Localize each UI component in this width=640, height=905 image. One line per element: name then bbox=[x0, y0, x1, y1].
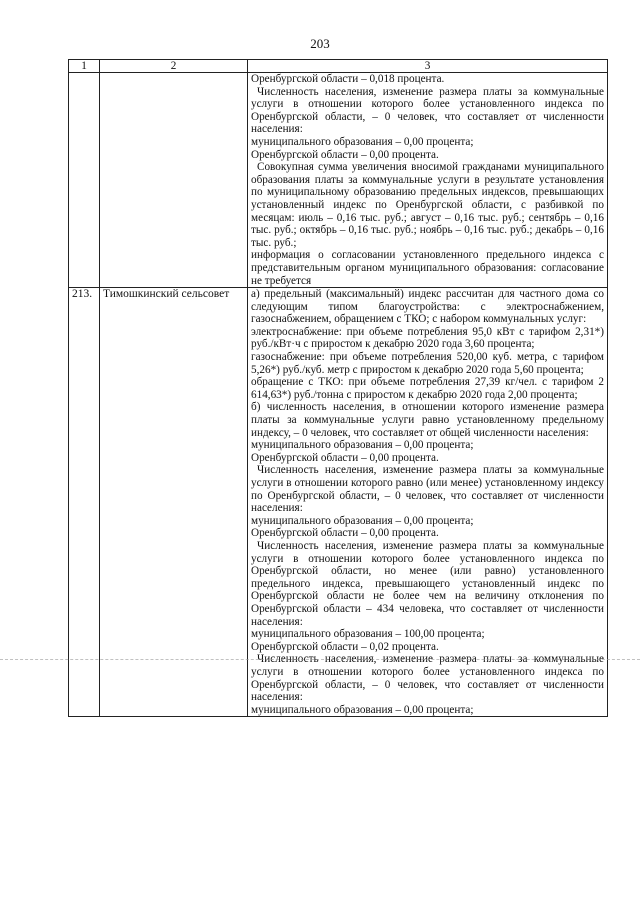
text-line: Оренбургской области – 0,02 процента. bbox=[251, 640, 439, 653]
page-number: 203 bbox=[310, 36, 330, 51]
text-line: Оренбургской области – 0,00 процента. bbox=[251, 148, 439, 161]
text-line: муниципального образования – 0,00 процента; bbox=[251, 439, 474, 452]
row-name-cell bbox=[100, 73, 248, 288]
table-header-row bbox=[69, 60, 608, 73]
text-line: муниципального образования – 0,00 процента; bbox=[251, 514, 474, 527]
text-line: Оренбургской области – 0,00 процента. bbox=[251, 451, 439, 464]
text-line: муниципального образования – 0,00 процента; bbox=[251, 135, 474, 148]
header-col-1: 1 bbox=[69, 60, 100, 73]
table-row bbox=[69, 73, 608, 288]
text-line: Совокупная сумма увеличения вносимой гражданами муниципального образования платы за коммунальные услуги в результате установления по муниципальному образованию предельных индексов, превышающих установленный индекс по Оренбургской области, с разбивкой по месяцам: июль – 0,16 тыс. руб.; август – 0,16 тыс. руб.; сентябрь – 0,16 тыс. руб.; октябрь – 0,16 тыс. руб.; ноябрь – 0,16 тыс. руб.; декабрь – 0,16 тыс. руб.; bbox=[251, 161, 604, 249]
text-line: муниципального образования – 100,00 процента; bbox=[251, 628, 485, 641]
text-line: Численность населения, изменение размера платы за коммунальные услуги в отношении которого равно (или менее) установленному индексу по Оренбургской области, – 0 человек, что составляет от численности населения: bbox=[251, 464, 604, 515]
text-line: Оренбургской области – 0,00 процента. bbox=[251, 527, 439, 540]
row-text-cell bbox=[248, 73, 608, 288]
row-number-cell bbox=[69, 73, 100, 288]
document-table bbox=[68, 59, 608, 717]
text-line: Численность населения, изменение размера платы за коммунальные услуги в отношении которого более установленного индекса по Оренбургской области, – 0 человек, что составляет от численности населения: bbox=[251, 85, 604, 136]
text-line: обращение с ТКО: при объеме потребления 27,39 кг/чел. с тарифом 2 614,63*) руб./тонна с приростом к декабрю 2020 года 2,00 процента; bbox=[251, 376, 604, 401]
header-col-3: 3 bbox=[248, 60, 608, 73]
row-text-cell bbox=[248, 288, 608, 717]
text-line: Оренбургской области – 0,018 процента. bbox=[251, 73, 445, 85]
table-row bbox=[69, 288, 608, 717]
text-line: электроснабжение: при объеме потребления 95,0 кВт с тарифом 2,31*) руб./кВт·ч с приростом к декабрю 2020 года 3,60 процента; bbox=[251, 325, 604, 351]
text-line: муниципального образования – 0,00 процента; bbox=[251, 703, 474, 716]
text-line: Численность населения, изменение размера платы за коммунальные услуги в отношении которого более установленного индекса по Оренбургской области, – 0 человек, что составляет от численности населения: bbox=[251, 653, 604, 704]
header-col-2: 2 bbox=[100, 60, 248, 73]
text-line: газоснабжение: при объеме потребления 520,00 куб. метра, с тарифом 5,26*) руб./куб. метр с приростом к декабрю 2020 года 5,60 процента; bbox=[251, 351, 604, 376]
text-line: а) предельный (максимальный) индекс рассчитан для частного дома со следующим типом благоустройства: с электроснабжением, газоснабжением, обращением с ТКО; с набором коммунальных услуг: bbox=[251, 288, 604, 326]
row-name-cell: Тимошкинский сельсовет bbox=[100, 288, 248, 717]
row-number-cell: 213. bbox=[69, 288, 100, 717]
text-line: информация о согласовании установленного предельного индекса с представительным органом муниципального образования: согласование не требуется bbox=[251, 249, 604, 287]
text-line: б) численность населения, в отношении которого изменение размера платы за коммунальные услуги равно установленному предельному индексу, – 0 человек, что составляет от общей численности населения: bbox=[251, 401, 604, 439]
scan-artifact-line bbox=[0, 659, 640, 660]
text-line: Численность населения, изменение размера платы за коммунальные услуги в отношении которого более установленного индекса по Оренбургской области, но менее (или равно) установленного предельного индекса, превышающего установленный индекс по Оренбургской области не более чем на величину отклонения по Оренбургской области – 434 человека, что составляет от численности населения: bbox=[251, 539, 604, 628]
